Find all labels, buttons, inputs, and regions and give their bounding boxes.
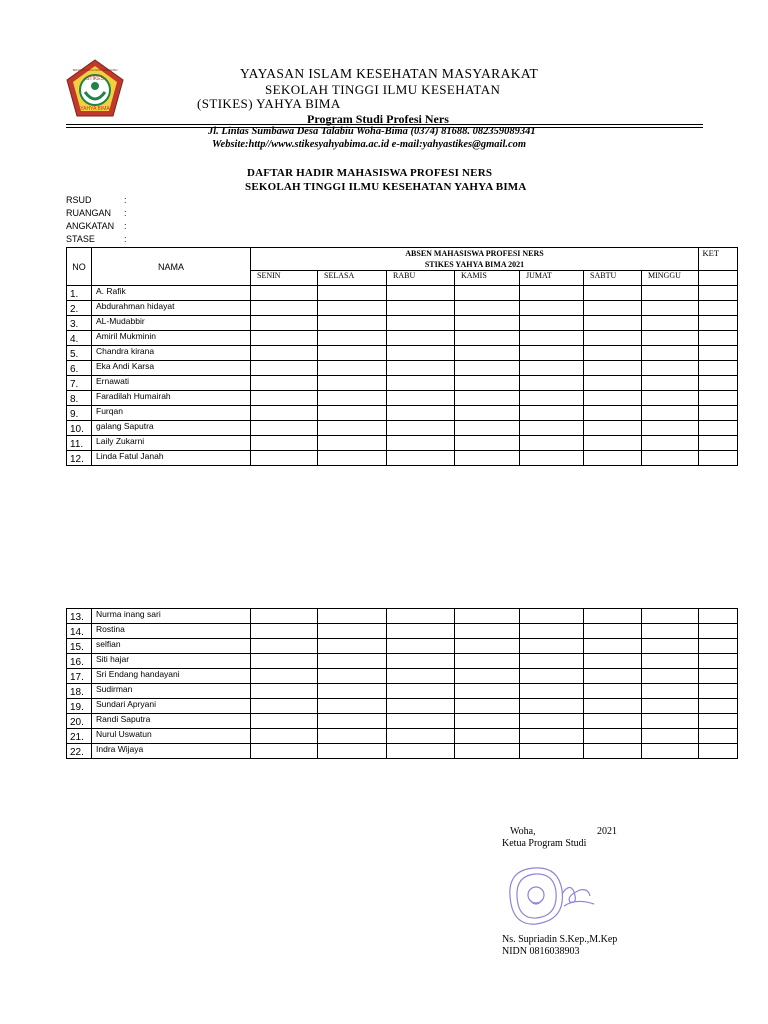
attendance-cell <box>387 669 455 684</box>
header-jumat: JUMAT <box>520 271 584 286</box>
attendance-cell <box>642 684 699 699</box>
student-name: Linda Fatul Janah <box>92 451 251 466</box>
attendance-cell <box>584 376 642 391</box>
attendance-cell <box>642 301 699 316</box>
attendance-cell <box>251 729 318 744</box>
student-name: Faradilah Humairah <box>92 391 251 406</box>
student-name: Indra Wijaya <box>92 744 251 759</box>
attendance-cell <box>584 391 642 406</box>
attendance-cell <box>318 729 387 744</box>
attendance-cell <box>520 301 584 316</box>
header-foundation: YAYASAN ISLAM KESEHATAN MASYARAKAT <box>240 66 539 81</box>
signature-name: Ns. Supriadin S.Kep.,M.Kep <box>502 934 618 945</box>
attendance-cell <box>520 714 584 729</box>
student-name: Chandra kirana <box>92 346 251 361</box>
ket-cell <box>699 361 738 376</box>
attendance-cell <box>387 624 455 639</box>
field-stase <box>66 234 127 244</box>
attendance-cell <box>520 744 584 759</box>
attendance-cell <box>387 301 455 316</box>
attendance-cell <box>642 436 699 451</box>
attendance-cell <box>584 286 642 301</box>
attendance-cell <box>455 346 520 361</box>
attendance-cell <box>642 654 699 669</box>
attendance-cell <box>318 451 387 466</box>
attendance-cell <box>318 744 387 759</box>
header-selasa: SELASA <box>318 271 387 286</box>
attendance-cell <box>387 729 455 744</box>
row-number: 19. <box>67 699 92 714</box>
table-row <box>67 376 738 391</box>
header-ket-blank <box>699 271 738 286</box>
attendance-cell <box>387 684 455 699</box>
attendance-table-continued <box>66 608 738 759</box>
field-label: RSUD <box>66 195 92 205</box>
attendance-cell <box>318 376 387 391</box>
attendance-cell <box>251 669 318 684</box>
ket-cell <box>699 744 738 759</box>
attendance-cell <box>455 391 520 406</box>
student-name: galang Saputra <box>92 421 251 436</box>
attendance-cell <box>318 624 387 639</box>
signature-place: Woha, <box>510 826 536 837</box>
row-number: 12. <box>67 451 92 466</box>
header-stikes: (STIKES) YAHYA BIMA <box>197 96 341 111</box>
row-number: 10. <box>67 421 92 436</box>
attendance-cell <box>455 714 520 729</box>
attendance-cell <box>520 391 584 406</box>
attendance-cell <box>584 361 642 376</box>
ket-cell <box>699 669 738 684</box>
table-row <box>67 286 738 301</box>
logo-text-bottom: YAHYA BIMA <box>80 106 110 112</box>
attendance-cell <box>520 376 584 391</box>
attendance-cell <box>387 451 455 466</box>
attendance-cell <box>455 729 520 744</box>
attendance-cell <box>251 376 318 391</box>
field-label: RUANGAN <box>66 208 112 218</box>
attendance-cell <box>584 331 642 346</box>
attendance-cell <box>584 609 642 624</box>
attendance-cell <box>251 714 318 729</box>
attendance-cell <box>584 301 642 316</box>
row-number: 22. <box>67 744 92 759</box>
attendance-cell <box>520 669 584 684</box>
attendance-table <box>66 247 738 466</box>
header-ket: KET <box>699 248 738 271</box>
attendance-cell <box>387 436 455 451</box>
signature-role: Ketua Program Studi <box>502 838 587 849</box>
row-number: 16. <box>67 654 92 669</box>
attendance-cell <box>584 744 642 759</box>
table-row <box>67 639 738 654</box>
attendance-cell <box>642 406 699 421</box>
table-row <box>67 714 738 729</box>
row-number: 6. <box>67 361 92 376</box>
attendance-cell <box>642 624 699 639</box>
attendance-cell <box>455 451 520 466</box>
attendance-cell <box>455 436 520 451</box>
attendance-cell <box>520 286 584 301</box>
attendance-cell <box>251 436 318 451</box>
row-number: 1. <box>67 286 92 301</box>
attendance-cell <box>387 714 455 729</box>
attendance-cell <box>455 376 520 391</box>
attendance-cell <box>455 684 520 699</box>
ket-cell <box>699 346 738 361</box>
attendance-cell <box>251 744 318 759</box>
attendance-cell <box>251 451 318 466</box>
attendance-cell <box>455 609 520 624</box>
attendance-cell <box>387 346 455 361</box>
attendance-cell <box>520 316 584 331</box>
signature-year: 2021 <box>597 826 617 837</box>
attendance-cell <box>318 391 387 406</box>
attendance-cell <box>584 346 642 361</box>
logo-text-mid: STIKES <box>86 76 104 82</box>
attendance-cell <box>251 346 318 361</box>
student-name: Nurul Uswatun <box>92 729 251 744</box>
attendance-cell <box>387 316 455 331</box>
attendance-cell <box>318 654 387 669</box>
ket-cell <box>699 684 738 699</box>
row-number: 9. <box>67 406 92 421</box>
doc-subtitle: SEKOLAH TINGGI ILMU KESEHATAN YAHYA BIMA <box>245 181 527 193</box>
header-program: Program Studi Profesi Ners <box>307 112 449 126</box>
attendance-cell <box>318 684 387 699</box>
header-nama: NAMA <box>92 248 251 286</box>
attendance-cell <box>584 654 642 669</box>
table-row <box>67 421 738 436</box>
table-row <box>67 331 738 346</box>
attendance-cell <box>387 654 455 669</box>
attendance-cell <box>584 451 642 466</box>
attendance-cell <box>520 624 584 639</box>
ket-cell <box>699 624 738 639</box>
attendance-cell <box>318 406 387 421</box>
attendance-cell <box>642 729 699 744</box>
ket-cell <box>699 714 738 729</box>
ket-cell <box>699 331 738 346</box>
row-number: 20. <box>67 714 92 729</box>
attendance-cell <box>455 669 520 684</box>
attendance-cell <box>584 714 642 729</box>
attendance-cell <box>584 406 642 421</box>
row-number: 5. <box>67 346 92 361</box>
row-number: 15. <box>67 639 92 654</box>
attendance-cell <box>251 361 318 376</box>
attendance-cell <box>318 609 387 624</box>
attendance-cell <box>642 316 699 331</box>
attendance-cell <box>251 639 318 654</box>
attendance-cell <box>318 301 387 316</box>
header-kamis: KAMIS <box>455 271 520 286</box>
attendance-cell <box>455 639 520 654</box>
student-name: Rostina <box>92 624 251 639</box>
attendance-cell <box>455 654 520 669</box>
attendance-cell <box>520 684 584 699</box>
attendance-cell <box>455 699 520 714</box>
attendance-cell <box>520 639 584 654</box>
student-name: Ernawati <box>92 376 251 391</box>
ket-cell <box>699 436 738 451</box>
attendance-cell <box>642 376 699 391</box>
attendance-cell <box>642 346 699 361</box>
attendance-cell <box>318 286 387 301</box>
table-row <box>67 316 738 331</box>
ket-cell <box>699 729 738 744</box>
attendance-cell <box>520 729 584 744</box>
attendance-cell <box>318 714 387 729</box>
ket-cell <box>699 391 738 406</box>
attendance-cell <box>251 654 318 669</box>
row-number: 17. <box>67 669 92 684</box>
ket-cell <box>699 639 738 654</box>
signature-nidn: NIDN 0816038903 <box>502 946 580 957</box>
attendance-cell <box>387 406 455 421</box>
table-row <box>67 436 738 451</box>
attendance-cell <box>318 361 387 376</box>
table-row <box>67 406 738 421</box>
header-no: NO <box>67 248 92 286</box>
student-name: Siti hajar <box>92 654 251 669</box>
attendance-cell <box>387 391 455 406</box>
attendance-cell <box>251 406 318 421</box>
student-name: Sri Endang handayani <box>92 669 251 684</box>
student-name: Nurma inang sari <box>92 609 251 624</box>
doc-title: DAFTAR HADIR MAHASISWA PROFESI NERS <box>247 167 493 179</box>
ket-cell <box>699 699 738 714</box>
attendance-cell <box>520 361 584 376</box>
ket-cell <box>699 406 738 421</box>
attendance-cell <box>520 609 584 624</box>
row-number: 3. <box>67 316 92 331</box>
row-number: 7. <box>67 376 92 391</box>
student-name: Laily Zukarni <box>92 436 251 451</box>
header-absen <box>251 248 699 271</box>
row-number: 8. <box>67 391 92 406</box>
table-row <box>67 451 738 466</box>
attendance-cell <box>455 421 520 436</box>
student-name: Sundari Apryani <box>92 699 251 714</box>
attendance-cell <box>584 316 642 331</box>
student-name: AL-Mudabbir <box>92 316 251 331</box>
table-row <box>67 744 738 759</box>
attendance-cell <box>642 609 699 624</box>
table-row <box>67 361 738 376</box>
attendance-cell <box>318 346 387 361</box>
attendance-cell <box>251 331 318 346</box>
attendance-cell <box>455 406 520 421</box>
student-name: Sudirman <box>92 684 251 699</box>
attendance-cell <box>251 286 318 301</box>
attendance-cell <box>318 421 387 436</box>
student-name: selfian <box>92 639 251 654</box>
student-name: Randi Saputra <box>92 714 251 729</box>
table-row <box>67 301 738 316</box>
attendance-cell <box>387 699 455 714</box>
attendance-cell <box>251 699 318 714</box>
attendance-cell <box>455 744 520 759</box>
stikes-logo <box>63 58 127 122</box>
field-rsud <box>66 195 127 205</box>
field-colon: : <box>124 208 127 218</box>
attendance-cell <box>251 609 318 624</box>
header-website: Website:http//www.stikesyahyabima.ac.id e-mail:yahyastikes@gmail.com <box>212 139 527 150</box>
attendance-cell <box>584 436 642 451</box>
attendance-cell <box>642 361 699 376</box>
student-name: Furqan <box>92 406 251 421</box>
attendance-cell <box>520 699 584 714</box>
attendance-cell <box>318 669 387 684</box>
student-name: Amiril Mukminin <box>92 331 251 346</box>
attendance-cell <box>251 316 318 331</box>
ket-cell <box>699 316 738 331</box>
attendance-cell <box>455 301 520 316</box>
student-name: Eka Andi Karsa <box>92 361 251 376</box>
attendance-cell <box>584 699 642 714</box>
table-row <box>67 609 738 624</box>
table-row <box>67 391 738 406</box>
header-absen-line2: STIKES YAHYA BIMA 2021 <box>424 260 525 269</box>
field-ruangan <box>66 208 127 218</box>
ket-cell <box>699 654 738 669</box>
field-colon: : <box>124 234 127 244</box>
header-rule <box>66 124 703 125</box>
attendance-cell <box>584 624 642 639</box>
field-angkatan <box>66 221 127 231</box>
attendance-cell <box>387 361 455 376</box>
attendance-cell <box>251 301 318 316</box>
attendance-cell <box>387 639 455 654</box>
attendance-cell <box>455 361 520 376</box>
attendance-cell <box>318 331 387 346</box>
attendance-cell <box>455 331 520 346</box>
row-number: 2. <box>67 301 92 316</box>
attendance-cell <box>318 316 387 331</box>
table-row <box>67 669 738 684</box>
row-number: 21. <box>67 729 92 744</box>
attendance-cell <box>520 451 584 466</box>
attendance-cell <box>251 421 318 436</box>
ket-cell <box>699 376 738 391</box>
attendance-cell <box>520 331 584 346</box>
field-label: STASE <box>66 234 95 244</box>
table-row <box>67 684 738 699</box>
ket-cell <box>699 301 738 316</box>
attendance-cell <box>318 639 387 654</box>
ket-cell <box>699 286 738 301</box>
attendance-cell <box>387 331 455 346</box>
attendance-cell <box>642 639 699 654</box>
attendance-cell <box>455 316 520 331</box>
logo-text-top: SEKOLAH TINGGI ILMU KESEHATAN <box>72 69 118 72</box>
attendance-cell <box>318 699 387 714</box>
official-stamp <box>500 860 600 932</box>
attendance-cell <box>520 421 584 436</box>
attendance-cell <box>642 669 699 684</box>
attendance-cell <box>251 624 318 639</box>
student-name: A. Rafik <box>92 286 251 301</box>
attendance-cell <box>387 286 455 301</box>
attendance-cell <box>642 331 699 346</box>
table-row <box>67 729 738 744</box>
attendance-cell <box>520 406 584 421</box>
attendance-cell <box>520 436 584 451</box>
attendance-cell <box>584 421 642 436</box>
header-absen-line1: ABSEN MAHASISWA PROFESI NERS <box>405 249 544 258</box>
row-number: 18. <box>67 684 92 699</box>
attendance-cell <box>251 391 318 406</box>
attendance-cell <box>642 286 699 301</box>
field-colon: : <box>124 195 127 205</box>
student-name: Abdurahman hidayat <box>92 301 251 316</box>
attendance-cell <box>584 684 642 699</box>
table-row <box>67 654 738 669</box>
attendance-cell <box>387 744 455 759</box>
ket-cell <box>699 451 738 466</box>
ket-cell <box>699 421 738 436</box>
attendance-cell <box>455 286 520 301</box>
row-number: 11. <box>67 436 92 451</box>
attendance-cell <box>318 436 387 451</box>
attendance-cell <box>520 654 584 669</box>
table-row <box>67 699 738 714</box>
header-rabu: RABU <box>387 271 455 286</box>
ket-cell <box>699 609 738 624</box>
row-number: 13. <box>67 609 92 624</box>
attendance-cell <box>455 624 520 639</box>
row-number: 4. <box>67 331 92 346</box>
table-row <box>67 346 738 361</box>
attendance-cell <box>642 744 699 759</box>
field-colon: : <box>124 221 127 231</box>
attendance-cell <box>642 699 699 714</box>
header-sabtu: SABTU <box>584 271 642 286</box>
header-senin: SENIN <box>251 271 318 286</box>
attendance-cell <box>642 451 699 466</box>
attendance-cell <box>584 669 642 684</box>
attendance-cell <box>387 421 455 436</box>
header-school: SEKOLAH TINGGI ILMU KESEHATAN <box>265 82 501 97</box>
attendance-cell <box>642 391 699 406</box>
row-number: 14. <box>67 624 92 639</box>
attendance-cell <box>642 421 699 436</box>
attendance-cell <box>251 684 318 699</box>
table-row <box>67 624 738 639</box>
field-label: ANGKATAN <box>66 221 115 231</box>
attendance-cell <box>642 714 699 729</box>
attendance-cell <box>387 609 455 624</box>
header-address: Jl. Lintas Sumbawa Desa Talabiu Woha-Bima (0374) 81688. 082359089341 <box>208 126 536 137</box>
attendance-cell <box>584 639 642 654</box>
attendance-cell <box>387 376 455 391</box>
attendance-cell <box>584 729 642 744</box>
header-minggu: MINGGU <box>642 271 699 286</box>
attendance-cell <box>520 346 584 361</box>
